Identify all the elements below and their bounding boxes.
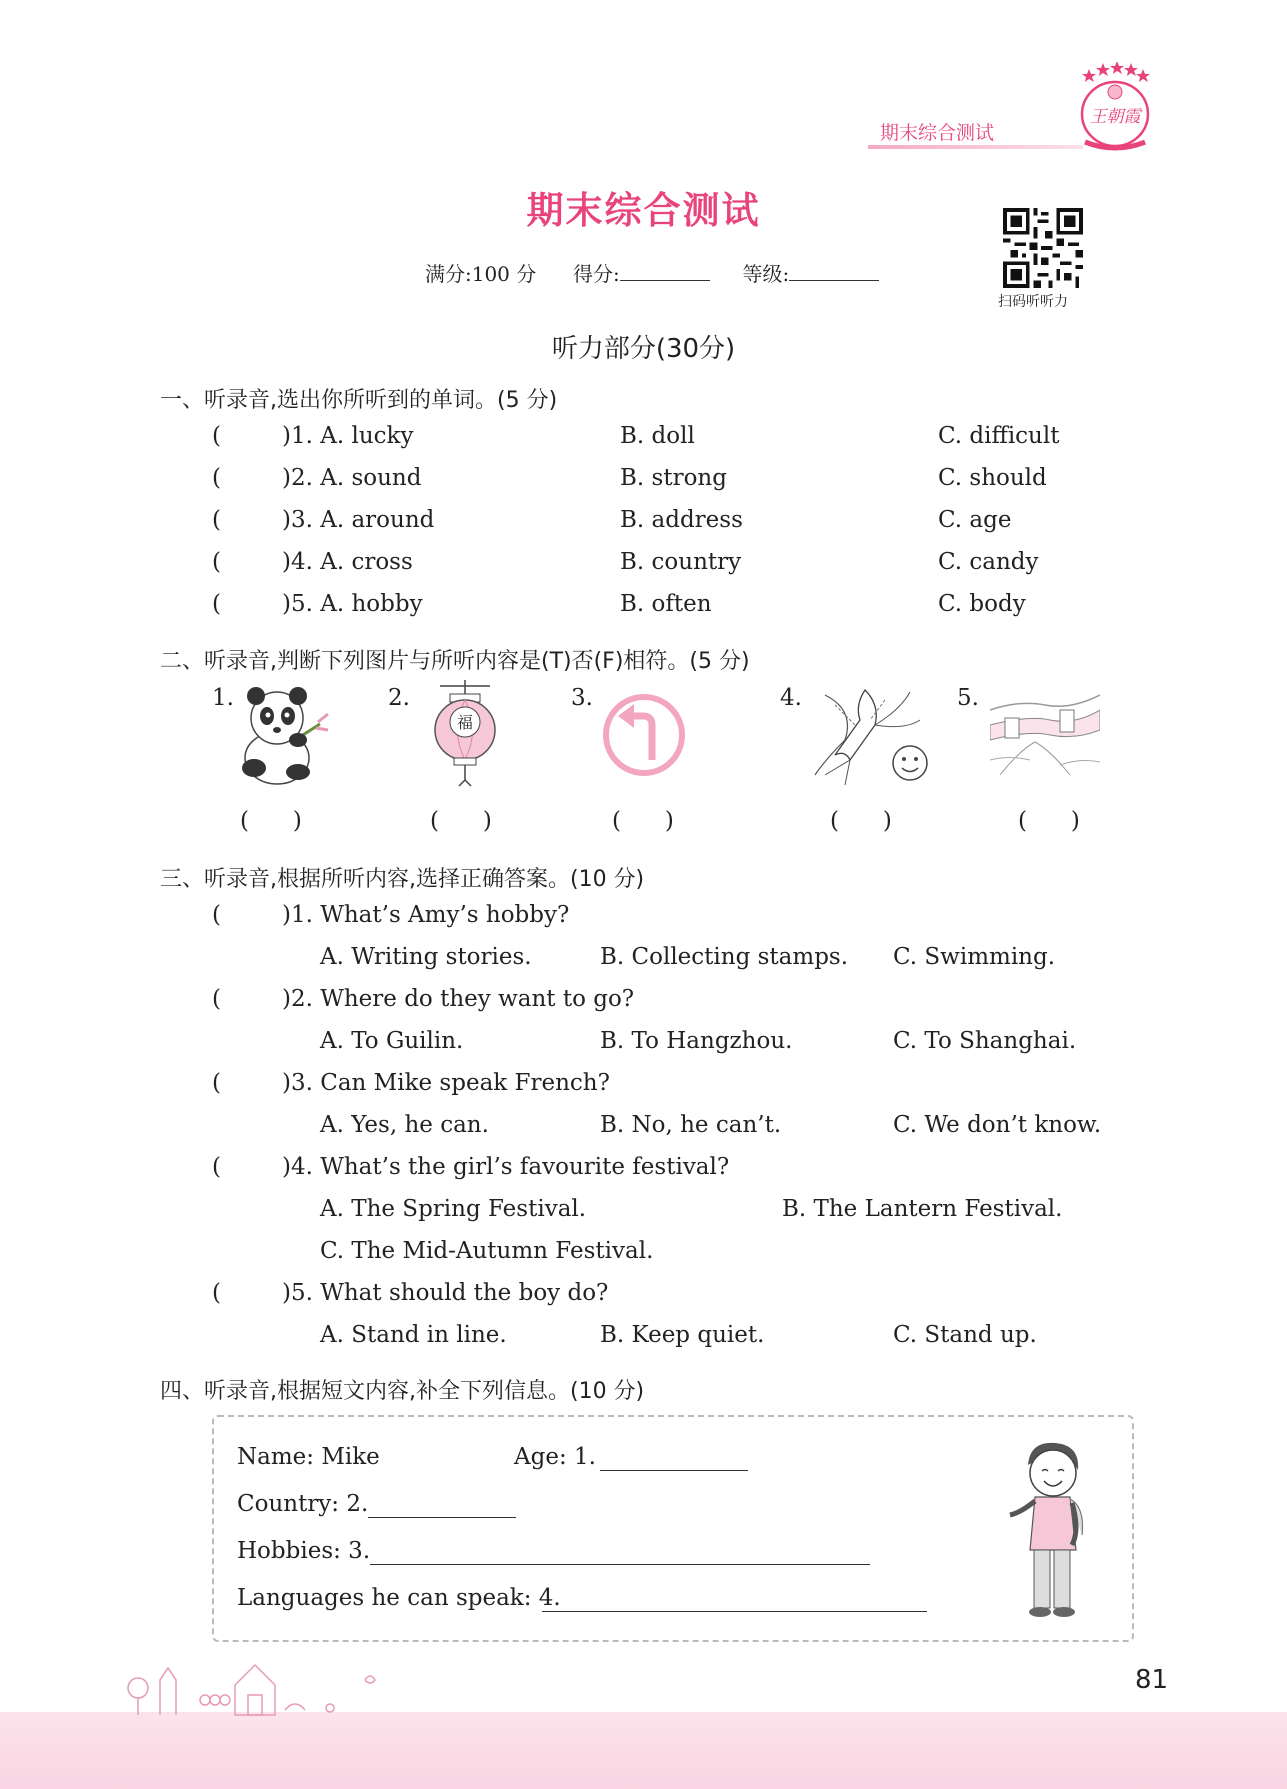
s3-q2-a: A. To Guilin. — [320, 1028, 464, 1054]
pic-num-2: 2. — [388, 685, 410, 711]
full-score: 满分:100 分 — [425, 262, 537, 286]
s1-item-5-b: B. often — [620, 591, 712, 617]
s3-q1-a: A. Writing stories. — [320, 944, 532, 970]
s3-q2: )2. Where do they want to go? — [282, 986, 635, 1012]
svg-text:王朝霞: 王朝霞 — [1089, 107, 1141, 127]
score-label: 得分: — [573, 262, 620, 286]
panda-icon — [232, 680, 342, 790]
answer-paren[interactable]: ( — [212, 507, 221, 533]
section1-title: 一、听录音,选出你所听到的单词。(5 分) — [160, 388, 558, 413]
s3-q1-b: B. Collecting stamps. — [600, 944, 849, 970]
s1-item-3: )3. A. around — [282, 507, 435, 533]
page-number: 81 — [1135, 1665, 1169, 1695]
s3-q5-b: B. Keep quiet. — [600, 1322, 765, 1348]
s1-item-2-c: C. should — [938, 465, 1047, 491]
info-languages-label: Languages he can speak: 4. — [237, 1585, 561, 1611]
answer-paren[interactable]: ( — [212, 1280, 221, 1306]
s3-q3-c: C. We don’t know. — [893, 1112, 1102, 1138]
publisher-logo — [1075, 62, 1155, 152]
lantern-icon — [410, 680, 520, 790]
great-wall-icon — [990, 680, 1100, 790]
answer-paren[interactable]: ( — [212, 591, 221, 617]
pic-num-5: 5. — [957, 685, 979, 711]
answer-paren[interactable]: ( ) — [830, 808, 892, 834]
s1-item-3-c: C. age — [938, 507, 1012, 533]
answer-paren[interactable]: ( — [212, 423, 221, 449]
answer-paren[interactable]: ( — [212, 549, 221, 575]
info-age-label: Age: 1. — [514, 1444, 596, 1470]
svg-text:福: 福 — [456, 713, 474, 732]
answer-paren[interactable]: ( — [212, 1070, 221, 1096]
s1-item-3-b: B. address — [620, 507, 743, 533]
s3-q5-a: A. Stand in line. — [320, 1322, 507, 1348]
hobbies-blank[interactable] — [370, 1564, 870, 1565]
pic-num-3: 3. — [571, 685, 593, 711]
s1-item-5: )5. A. hobby — [282, 591, 423, 617]
s3-q5: )5. What should the boy do? — [282, 1280, 609, 1306]
s1-item-4: )4. A. cross — [282, 549, 413, 575]
s3-q3-a: A. Yes, he can. — [320, 1112, 489, 1138]
s3-q2-c: C. To Shanghai. — [893, 1028, 1077, 1054]
grade-blank[interactable] — [789, 262, 879, 281]
qr-label: 扫码听听力 — [998, 294, 1068, 310]
info-hobbies-label: Hobbies: 3. — [237, 1538, 371, 1564]
listening-part-title: 听力部分(30分) — [551, 334, 736, 364]
turn-left-sign-icon — [590, 680, 700, 790]
grade-label: 等级: — [742, 262, 790, 286]
page-title: 期末综合测试 — [526, 189, 761, 232]
s1-item-2: )2. A. sound — [282, 465, 422, 491]
kite-icon — [805, 680, 940, 790]
s3-q4-b: B. The Lantern Festival. — [782, 1196, 1063, 1222]
s3-q4: )4. What’s the girl’s favourite festival? — [282, 1154, 730, 1180]
s1-item-4-c: C. candy — [938, 549, 1039, 575]
info-name: Name: Mike — [237, 1444, 380, 1470]
s3-q4-c: C. The Mid-Autumn Festival. — [320, 1238, 654, 1264]
s3-q5-c: C. Stand up. — [893, 1322, 1037, 1348]
s3-q1: )1. What’s Amy’s hobby? — [282, 902, 570, 928]
answer-paren[interactable]: ( — [212, 465, 221, 491]
answer-paren[interactable]: ( ) — [1018, 808, 1080, 834]
score-line — [425, 258, 879, 287]
pic-num-1: 1. — [212, 685, 234, 711]
s1-item-1: )1. A. lucky — [282, 423, 414, 449]
s3-q3: )3. Can Mike speak French? — [282, 1070, 610, 1096]
answer-paren[interactable]: ( — [212, 986, 221, 1012]
s1-item-1-b: B. doll — [620, 423, 695, 449]
town-decoration-icon — [120, 1650, 380, 1720]
country-blank[interactable] — [368, 1517, 516, 1518]
s3-q1-c: C. Swimming. — [893, 944, 1056, 970]
section3-title: 三、听录音,根据所听内容,选择正确答案。(10 分) — [160, 867, 645, 892]
answer-paren[interactable]: ( ) — [240, 808, 302, 834]
s1-item-4-b: B. country — [620, 549, 742, 575]
answer-paren[interactable]: ( — [212, 902, 221, 928]
answer-paren[interactable]: ( ) — [612, 808, 674, 834]
s1-item-1-c: C. difficult — [938, 423, 1060, 449]
s3-q3-b: B. No, he can’t. — [600, 1112, 782, 1138]
section4-title: 四、听录音,根据短文内容,补全下列信息。(10 分) — [160, 1379, 645, 1404]
qr-code-icon[interactable] — [1003, 208, 1083, 288]
s1-item-5-c: C. body — [938, 591, 1026, 617]
footer-band — [0, 1712, 1287, 1789]
answer-paren[interactable]: ( — [212, 1154, 221, 1180]
age-blank[interactable] — [600, 1470, 748, 1471]
pic-num-4: 4. — [780, 685, 802, 711]
info-country-label: Country: 2. — [237, 1491, 369, 1517]
s3-q2-b: B. To Hangzhou. — [600, 1028, 793, 1054]
header-underline — [868, 145, 1083, 149]
score-blank[interactable] — [620, 262, 710, 281]
section2-title: 二、听录音,判断下列图片与所听内容是(T)否(F)相符。(5 分) — [160, 649, 750, 674]
answer-paren[interactable]: ( ) — [430, 808, 492, 834]
s1-item-2-b: B. strong — [620, 465, 727, 491]
languages-blank[interactable] — [542, 1611, 927, 1612]
boy-icon — [1000, 1435, 1100, 1620]
header-label: 期末综合测试 — [880, 122, 995, 144]
s3-q4-a: A. The Spring Festival. — [320, 1196, 587, 1222]
